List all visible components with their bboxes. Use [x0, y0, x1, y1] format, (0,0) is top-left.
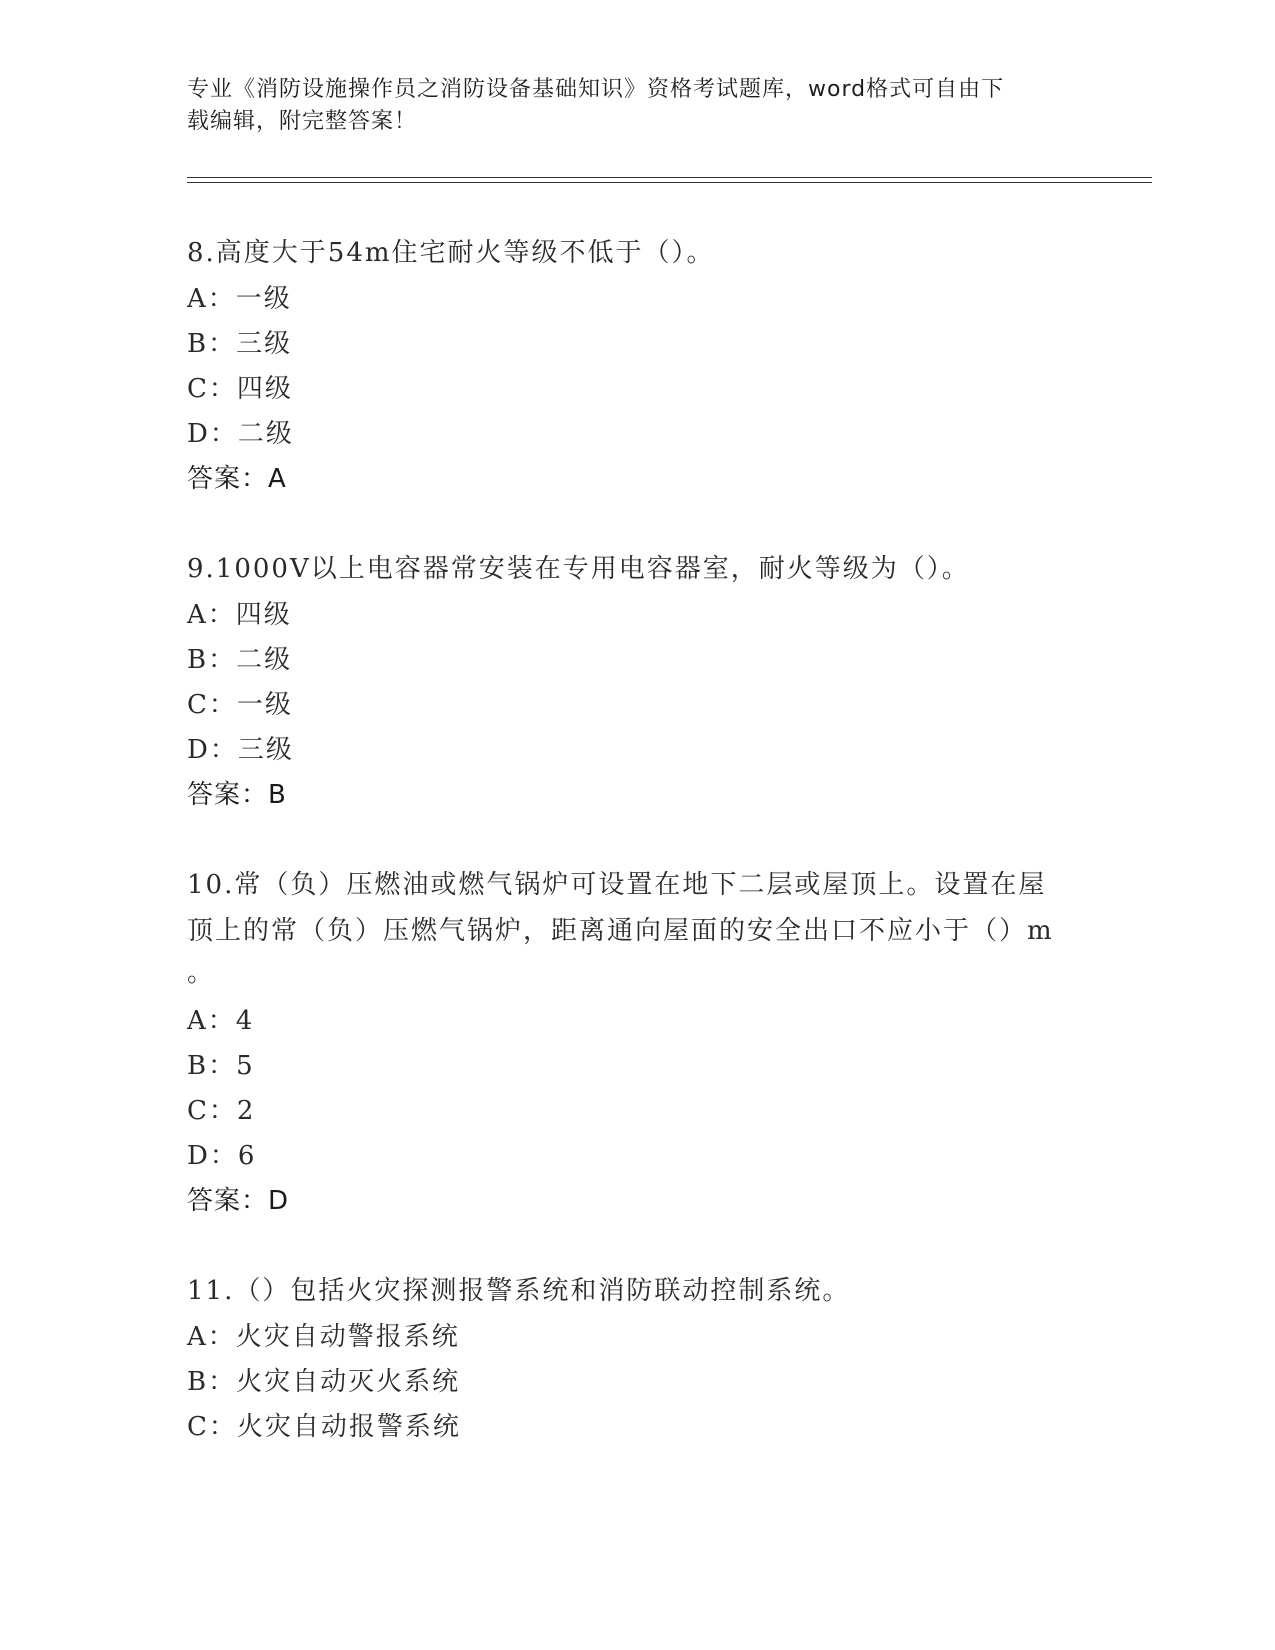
header-line-2: 载编辑，附完整答案！: [187, 109, 418, 134]
question-9-option-a: A：四级: [187, 600, 292, 630]
question-10-title-line-3: 。: [187, 958, 216, 988]
question-9-title: 9.1000V以上电容器常安装在专用电容器室，耐火等级为（）。: [187, 554, 970, 584]
question-11-option-c: C：火灾自动报警系统: [187, 1412, 461, 1442]
question-10-option-a: A：4: [187, 1006, 255, 1036]
question-10-option-d: D：6: [187, 1141, 257, 1171]
question-9-option-b: B：二级: [187, 645, 293, 675]
question-10-answer: 答案：D: [187, 1186, 290, 1216]
question-8-option-b: B：三级: [187, 329, 293, 359]
question-10-title-line-1: 10.常（负）压燃油或燃气锅炉可设置在地下二层或屋顶上。设置在屋: [187, 870, 1047, 900]
question-8-option-a: A：一级: [187, 284, 292, 314]
header-divider-top: [187, 177, 1152, 178]
question-9-option-c: C：一级: [187, 690, 293, 720]
question-8-option-d: D：二级: [187, 419, 294, 449]
question-10-option-c: C：2: [187, 1096, 256, 1126]
question-9-answer: 答案：B: [187, 780, 287, 810]
question-10-title-line-2: 顶上的常（负）压燃气锅炉，距离通向屋面的安全出口不应小于（）m: [187, 916, 1054, 946]
question-11-option-a: A：火灾自动警报系统: [187, 1322, 460, 1352]
header-line-1: 专业《消防设施操作员之消防设备基础知识》资格考试题库，word格式可自由下: [187, 77, 1005, 102]
header-divider-bottom: [187, 182, 1152, 183]
document-header: [187, 74, 1067, 138]
question-10-option-b: B：5: [187, 1051, 255, 1081]
question-11-title: 11.（）包括火灾探测报警系统和消防联动控制系统。: [187, 1276, 851, 1306]
question-11-option-b: B：火灾自动灭火系统: [187, 1367, 461, 1397]
question-8-answer: 答案：A: [187, 464, 287, 494]
question-8-option-c: C：四级: [187, 374, 293, 404]
question-8-title: 8.高度大于54m住宅耐火等级不低于（）。: [187, 238, 715, 268]
question-9-option-d: D：三级: [187, 735, 294, 765]
